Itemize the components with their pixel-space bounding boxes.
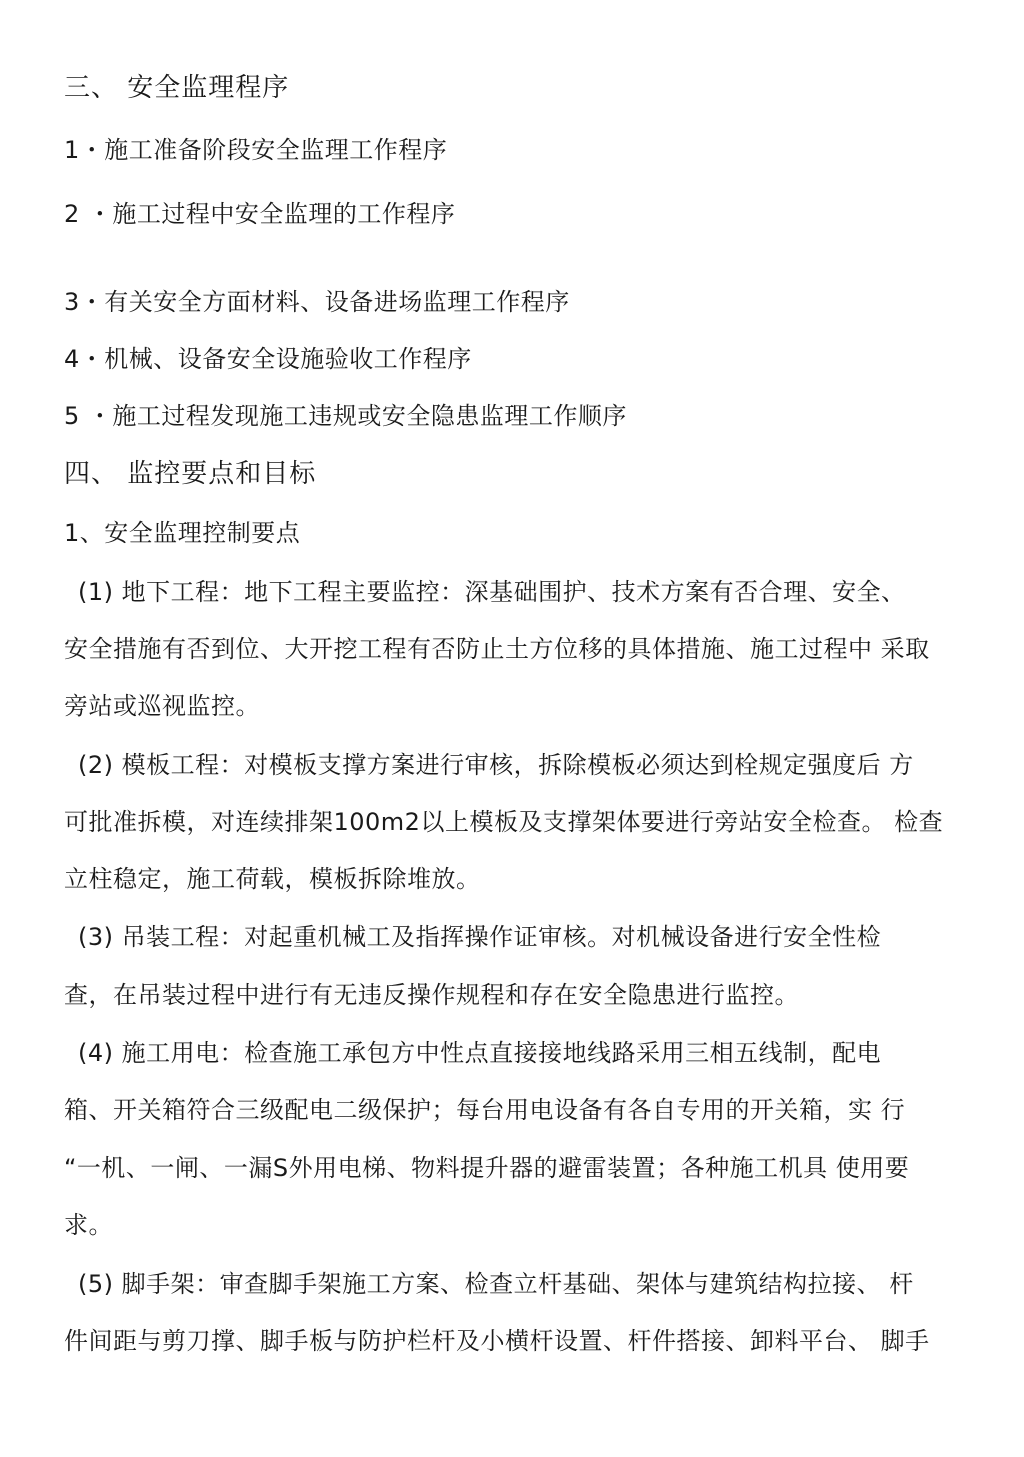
paragraph-line: 求。 (64, 1211, 113, 1239)
paragraph-line: 立柱稳定，施工荷载，模板拆除堆放。 (64, 865, 481, 893)
paragraph-line: 旁站或巡视监控。 (64, 692, 260, 720)
paragraph-line: 安全措施有否到位、大开挖工程有否防止土方位移的具体措施、施工过程中 采取 (64, 635, 930, 663)
procedure-item-1: 1・施工准备阶段安全监理工作程序 (64, 136, 448, 164)
paragraph-line: 查，在吊装过程中进行有无违反操作规程和存在安全隐患进行监控。 (64, 981, 799, 1009)
section-3-title: 三、 安全监理程序 (64, 73, 290, 103)
paragraph-line: 件间距与剪刀撑、脚手板与防护栏杆及小横杆设置、杆件搭接、卸料平台、 脚手 (64, 1327, 930, 1355)
procedure-item-2: 2 ・施工过程中安全监理的工作程序 (64, 200, 456, 228)
paragraph-line: (4) 施工用电：检查施工承包方中性点直接接地线路采用三相五线制，配电 (78, 1039, 882, 1067)
paragraph-line: (1) 地下工程：地下工程主要监控：深基础围护、技术方案有否合理、安全、 (78, 578, 906, 606)
section-4-title: 四、 监控要点和目标 (64, 459, 317, 489)
section-4-subtitle: 1、安全监理控制要点 (64, 519, 301, 547)
paragraph-line: 可批准拆模，对连续排架100m2以上模板及支撑架体要进行旁站安全检查。 检查 (64, 808, 944, 836)
procedure-item-3: 3・有关安全方面材料、设备进场监理工作程序 (64, 288, 570, 316)
paragraph-line: (3) 吊装工程：对起重机械工及指挥操作证审核。对机械设备进行安全性检 (78, 923, 882, 951)
paragraph-line: (5) 脚手架：审查脚手架施工方案、检查立杆基础、架体与建筑结构拉接、 杆 (78, 1270, 914, 1298)
paragraph-line: 箱、开关箱符合三级配电二级保护；每台用电设备有各自专用的开关箱，实 行 (64, 1096, 906, 1124)
paragraph-line: (2) 模板工程：对模板支撑方案进行审核，拆除模板必须达到栓规定强度后 方 (78, 751, 914, 779)
paragraph-line: “一机、一闸、一漏S外用电梯、物料提升器的避雷装置；各种施工机具 使用要 (64, 1154, 910, 1182)
procedure-item-4: 4・机械、设备安全设施验收工作程序 (64, 345, 472, 373)
procedure-item-5: 5 ・施工过程发现施工违规或安全隐患监理工作顺序 (64, 402, 627, 430)
